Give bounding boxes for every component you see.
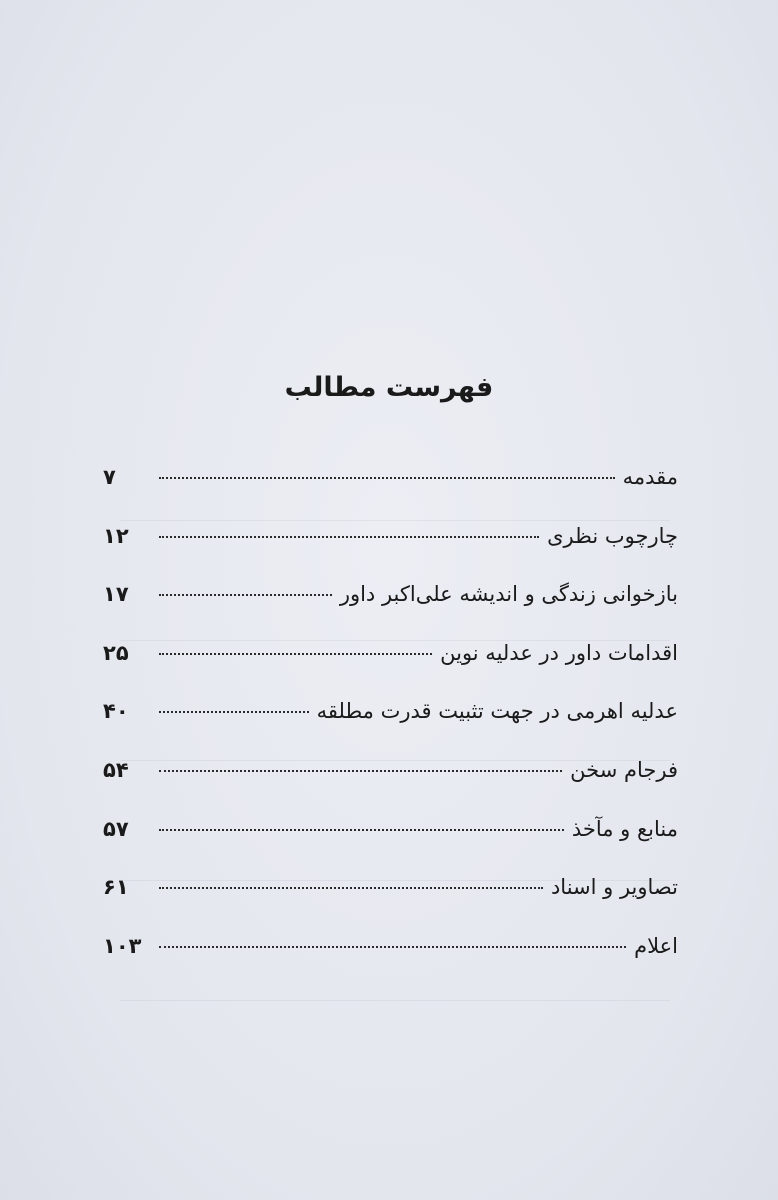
- toc-entry-page: ۲۵: [103, 640, 129, 665]
- toc-entry-index: [103, 934, 678, 993]
- toc-entry-page: ۷: [103, 465, 116, 489]
- toc-entry-label: اعلام: [634, 933, 678, 958]
- toc-entry-label: بازخوانی زندگی و اندیشه علی‌اکبر داور: [339, 582, 678, 607]
- toc-leader-dots: [159, 946, 626, 948]
- toc-entry-label: منابع و مآخذ: [571, 816, 678, 841]
- toc-leader-dots: [159, 536, 539, 538]
- toc-leader-dots: [159, 829, 564, 831]
- toc-entry-label: فرجام سخن: [570, 757, 678, 782]
- toc-entry-theoretical-framework: [103, 524, 678, 583]
- toc-entry-page: ۱۲: [103, 523, 129, 548]
- toc-entry-page: ۶۱: [103, 875, 129, 900]
- show-through-line: [120, 1000, 670, 1001]
- toc-entry-page: ۵۴: [103, 757, 129, 782]
- toc-leader-dots: [159, 653, 432, 655]
- toc-entry-page: ۱۷: [103, 582, 129, 607]
- toc-entry-conclusion: [103, 758, 678, 817]
- toc-leader-dots: [159, 594, 332, 596]
- table-of-contents: [103, 465, 678, 992]
- toc-entry-label: اقدامات داور در عدلیه نوین: [440, 640, 678, 665]
- toc-entry-references: [103, 817, 678, 876]
- toc-entry-page: ۴۰: [103, 699, 129, 724]
- toc-entry-label: چارچوب نظری: [547, 523, 678, 548]
- toc-entry-label: عدلیه اهرمی در جهت تثبیت قدرت مطلقه: [316, 699, 678, 724]
- toc-entry-label: تصاویر و اسناد: [550, 875, 678, 900]
- toc-leader-dots: [159, 477, 615, 479]
- toc-entry-page: ۵۷: [103, 816, 129, 841]
- toc-entry-introduction: [103, 465, 678, 524]
- toc-entry-life-and-thought: [103, 582, 678, 641]
- toc-entry-page: ۱۰۳: [103, 933, 142, 958]
- page-title: فهرست مطالب: [284, 372, 494, 403]
- toc-leader-dots: [159, 887, 543, 889]
- toc-leader-dots: [159, 711, 309, 713]
- toc-entry-actions-in-new-judiciary: [103, 641, 678, 700]
- toc-entry-judiciary-as-lever: [103, 699, 678, 758]
- toc-leader-dots: [159, 770, 562, 772]
- toc-entry-images-and-documents: [103, 875, 678, 934]
- toc-entry-label: مقدمه: [622, 465, 678, 489]
